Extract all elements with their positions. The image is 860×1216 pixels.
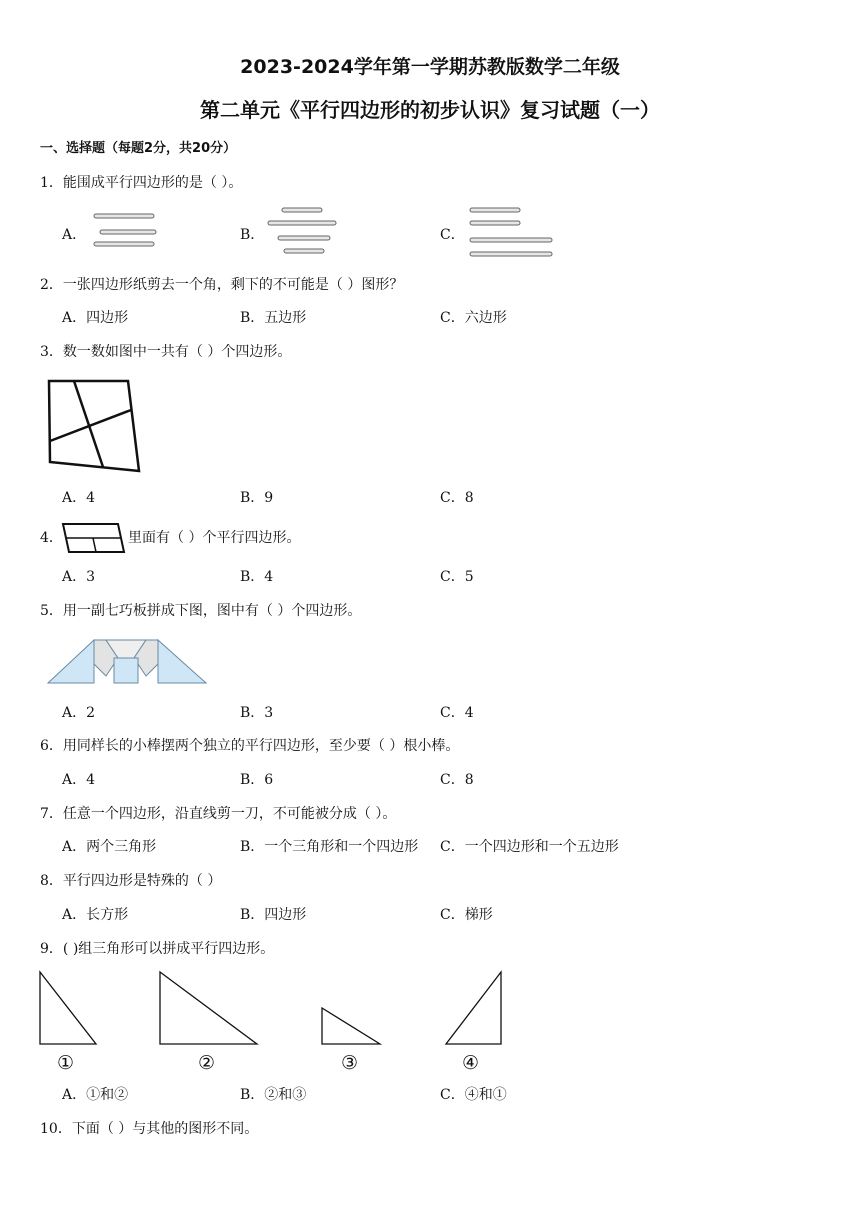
question-6-option-c[interactable]: C．8 — [440, 772, 474, 788]
question-3-option-b[interactable]: B．9 — [240, 490, 274, 506]
question-6-option-a[interactable]: A．4 — [62, 772, 96, 788]
triangle-1-figure — [38, 970, 98, 1046]
question-1-option-a[interactable]: A． — [62, 227, 87, 243]
question-7-option-a[interactable]: A．两个三角形 — [62, 839, 157, 855]
question-8-option-b[interactable]: B．四边形 — [240, 907, 307, 923]
question-4-option-a[interactable]: A．3 — [62, 569, 96, 585]
sticks-figure-a — [90, 212, 160, 252]
question-9-option-c[interactable]: C．④和① — [440, 1087, 507, 1103]
parallelogram-figure — [60, 522, 128, 554]
question-3-stem: 3．数一数如图中一共有（ ）个四边形。 — [40, 344, 292, 360]
triangle-3-figure — [320, 1006, 384, 1046]
question-2-option-c[interactable]: C．六边形 — [440, 310, 507, 326]
question-1-option-c[interactable]: C． — [440, 227, 465, 243]
question-9-stem: 9．( )组三角形可以拼成平行四边形。 — [40, 941, 275, 957]
question-7-option-c[interactable]: C．一个四边形和一个五边形 — [440, 839, 619, 855]
sticks-figure-c — [468, 206, 558, 260]
exam-title-line2: 第二单元《平行四边形的初步认识》复习试题（一） — [200, 98, 660, 122]
question-8-option-a[interactable]: A．长方形 — [62, 907, 129, 923]
question-8-stem: 8．平行四边形是特殊的（ ） — [40, 873, 222, 889]
question-4-number: 4． — [40, 530, 63, 546]
sticks-figure-b — [266, 206, 346, 258]
question-7-stem: 7．任意一个四边形，沿直线剪一刀，不可能被分成（ ）。 — [40, 806, 397, 822]
question-1-option-b[interactable]: B． — [240, 227, 265, 243]
question-10-stem: 10．下面（ ）与其他的图形不同。 — [40, 1121, 259, 1137]
exam-title-line1: 2023-2024学年第一学期苏教版数学二年级 — [240, 56, 620, 78]
triangle-4-figure — [444, 970, 504, 1046]
question-9-option-a[interactable]: A．①和② — [62, 1087, 129, 1103]
question-4-option-c[interactable]: C．5 — [440, 569, 474, 585]
question-3-option-c[interactable]: C．8 — [440, 490, 474, 506]
question-6-stem: 6．用同样长的小棒摆两个独立的平行四边形，至少要（ ）根小棒。 — [40, 738, 460, 754]
question-5-option-a[interactable]: A．2 — [62, 705, 96, 721]
question-2-stem: 2．一张四边形纸剪去一个角，剩下的不可能是（ ）图形？ — [40, 277, 404, 293]
question-7-option-b[interactable]: B．一个三角形和一个四边形 — [240, 839, 419, 855]
quadrilateral-grid-figure — [46, 378, 146, 474]
triangle-2-figure — [158, 970, 260, 1046]
question-4-option-b[interactable]: B．4 — [240, 569, 274, 585]
tangram-house-figure — [46, 636, 208, 686]
question-2-option-b[interactable]: B．五边形 — [240, 310, 307, 326]
question-9-option-b[interactable]: B．②和③ — [240, 1087, 307, 1103]
question-8-option-c[interactable]: C．梯形 — [440, 907, 493, 923]
question-1-stem: 1．能围成平行四边形的是（ ）。 — [40, 175, 243, 191]
question-5-option-c[interactable]: C．4 — [440, 705, 474, 721]
question-3-option-a[interactable]: A．4 — [62, 490, 96, 506]
question-5-option-b[interactable]: B．3 — [240, 705, 274, 721]
question-5-stem: 5．用一副七巧板拼成下图，图中有（ ）个四边形。 — [40, 603, 362, 619]
triangle-4-label: ④ — [462, 1052, 480, 1074]
question-4-stem: 里面有（ ）个平行四边形。 — [128, 530, 301, 546]
section-heading: 一、选择题（每题2分，共20分） — [40, 141, 237, 156]
triangle-3-label: ③ — [341, 1052, 359, 1074]
triangle-1-label: ① — [57, 1052, 75, 1074]
question-6-option-b[interactable]: B．6 — [240, 772, 274, 788]
question-2-option-a[interactable]: A．四边形 — [62, 310, 129, 326]
triangle-2-label: ② — [198, 1052, 216, 1074]
